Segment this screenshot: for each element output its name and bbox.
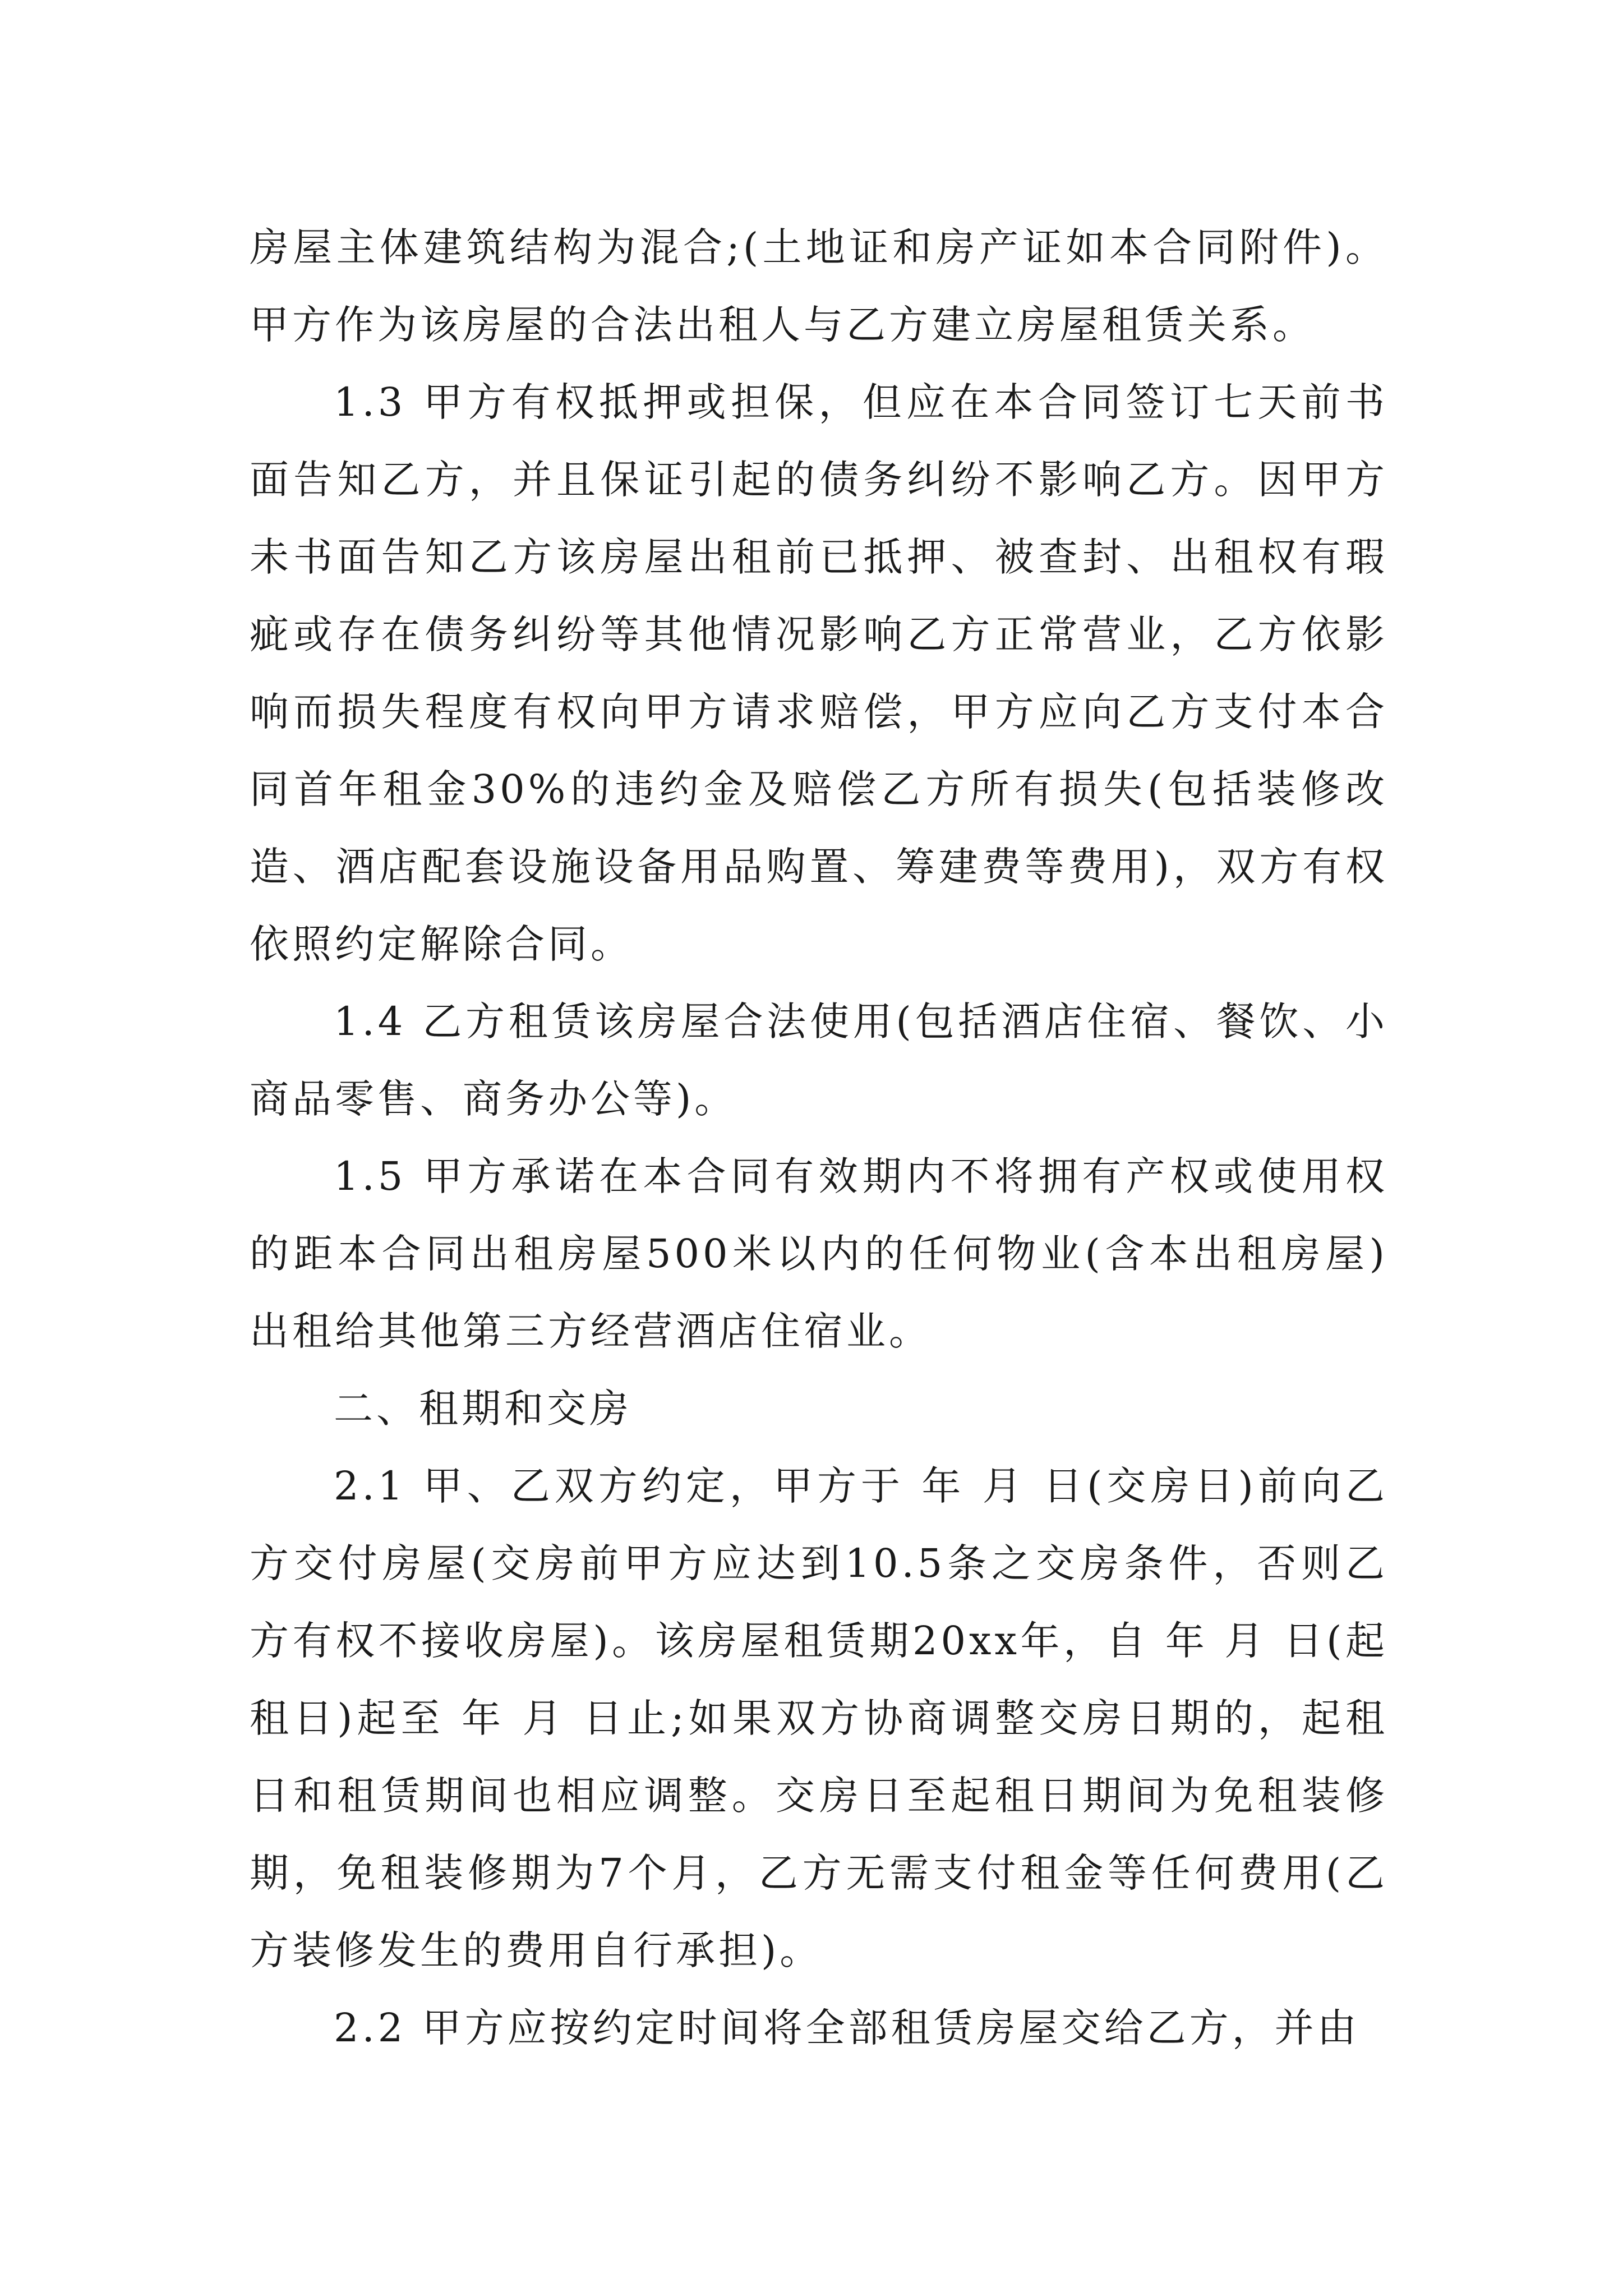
paragraph-building-structure: 房屋主体建筑结构为混合;(土地证和房产证如本合同附件)。甲方作为该房屋的合法出租人与乙方建立房屋租赁关系。 <box>250 224 1388 348</box>
paragraph-clause-1-4: 1.4 乙方租赁该房屋合法使用(包括酒店住宿、餐饮、小商品零售、商务办公等)。 <box>250 999 1388 1122</box>
paragraph-clause-1-3: 1.3 甲方有权抵押或担保，但应在本合同签订七天前书面告知乙方，并且保证引起的债务纠纷不影响乙方。因甲方未书面告知乙方该房屋出租前已抵押、被查封、出租权有瑕疵或存在债务纠纷等其他情况影响乙方正常营业，乙方依影响而损失程度有权向甲方请求赔偿，甲方应向乙方支付本合同首年租金30%的违约金及赔偿乙方所有损失(包括装修改造、酒店配套设施设备用品购置、筹建费等费用)，双方有权依照约定解除合同。 <box>250 379 1388 967</box>
paragraph-clause-2-1: 2.1 甲、乙双方约定，甲方于 年 月 日(交房日)前向乙方交付房屋(交房前甲方应达到10.5条之交房条件，否则乙方有权不接收房屋)。该房屋租赁期20xx年，自 年 月 日(起租日)起至 年 月 日止;如果双方协商调整交房日期的，起租日和租赁期间也相应调整。交房日至起租日期间为免租装修期，免租装修期为7个月，乙方无需支付租金等任何费用(乙方装修发生的费用自行承担)。 <box>250 1463 1388 1973</box>
section-heading-lease-term: 二、租期和交房 <box>334 1386 632 1432</box>
paragraph-clause-1-5: 1.5 甲方承诺在本合同有效期内不将拥有产权或使用权的距本合同出租房屋500米以内的任何物业(含本出租房屋)出租给其他第三方经营酒店住宿业。 <box>250 1153 1388 1354</box>
paragraph-clause-2-2: 2.2 甲方应按约定时间将全部租赁房屋交给乙方，并由 <box>334 2005 1360 2051</box>
document-body <box>250 209 1388 2067</box>
